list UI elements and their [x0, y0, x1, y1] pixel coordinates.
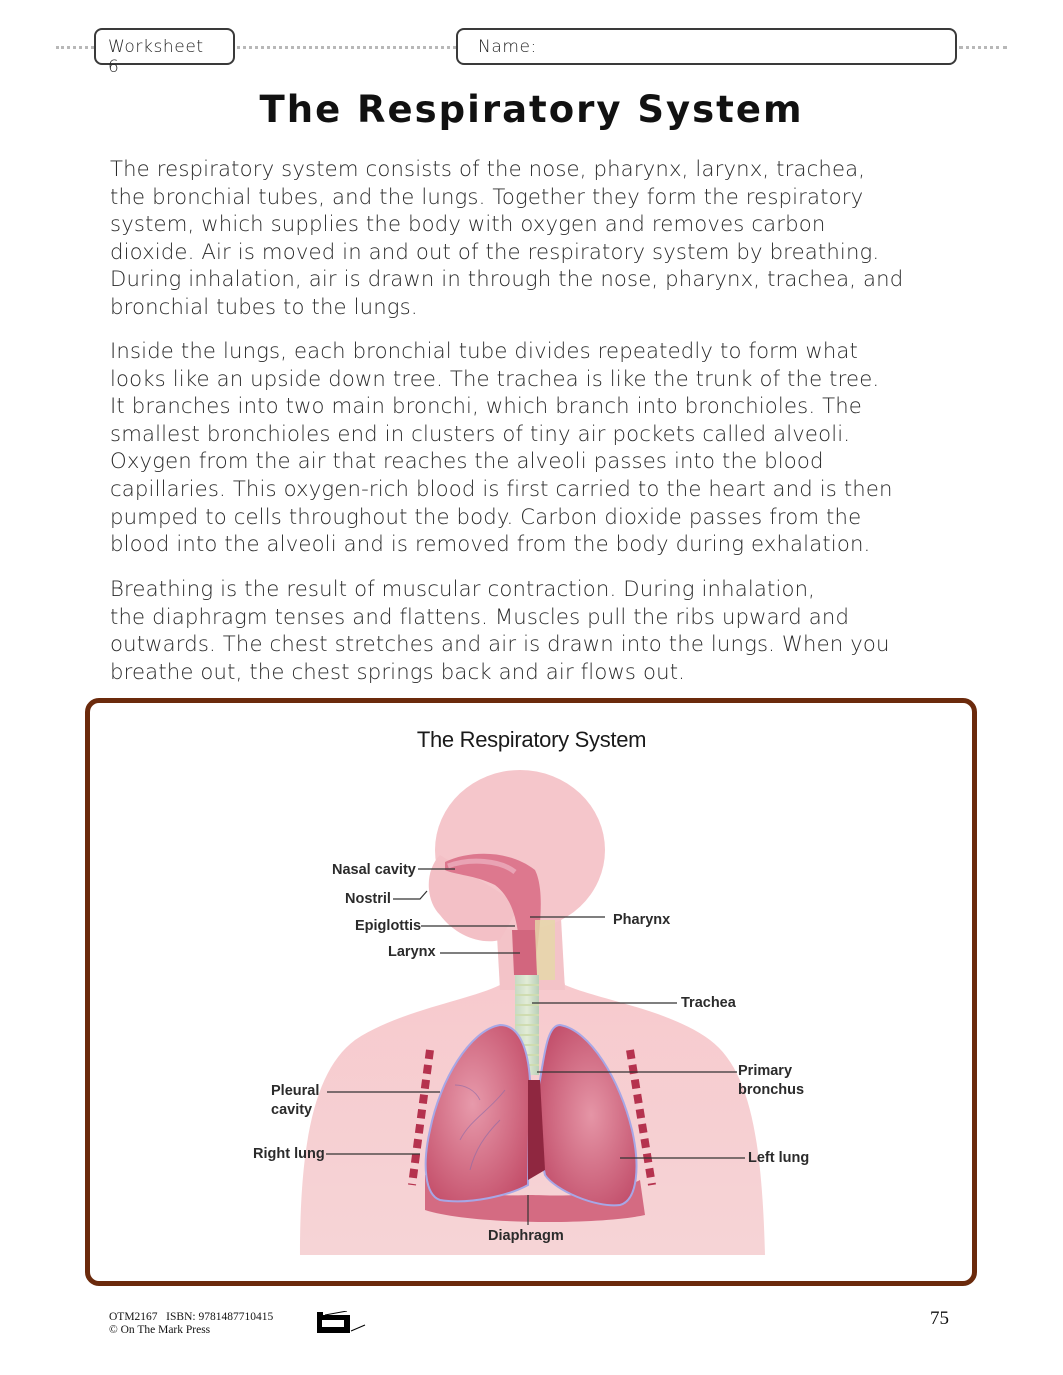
paragraph-intro	[110, 155, 960, 321]
paragraph-line: system, which supplies the body with oxygen and removes carbon	[110, 211, 826, 237]
diagram-title: The Respiratory System	[416, 727, 647, 752]
label-trachea: Trachea	[681, 995, 736, 1011]
label-line: bronchus	[738, 1082, 805, 1098]
label-left-lung: Left lung	[748, 1150, 810, 1166]
label-line: cavity	[271, 1102, 313, 1118]
footer-code-isbn: OTM2167 ISBN: 9781487710415	[109, 1311, 274, 1323]
paragraph-line: breathe out, the chest springs back and air flows out.	[110, 658, 686, 684]
label-epiglottis: Epiglottis	[355, 918, 422, 934]
paragraph-line: During inhalation, air is drawn in through the nose, pharynx, trachea, and	[110, 266, 904, 292]
page-title: The Respiratory System	[259, 88, 804, 131]
label-nasal-cavity: Nasal cavity	[332, 862, 416, 878]
label-diaphragm: Diaphragm	[488, 1228, 564, 1244]
page-number: 75	[930, 1308, 949, 1329]
paragraph-line: Breathing is the result of muscular contraction. During inhalation,	[110, 576, 816, 601]
paragraph-line: It branches into two main bronchi, which branch into bronchioles. The	[110, 393, 862, 419]
paragraph-line: smallest bronchioles end in clusters of tiny air pockets called alveoli.	[110, 420, 851, 446]
respiratory-anatomy-illustration	[240, 770, 820, 1270]
paragraph-line: the bronchial tubes, and the lungs. Together they form the respiratory	[110, 183, 864, 209]
paragraph-line: bronchial tubes to the lungs.	[110, 293, 418, 319]
paragraph-line: looks like an upside down tree. The trachea is like the trunk of the tree.	[110, 365, 880, 391]
worksheet-label-text: Worksheet 6	[108, 37, 204, 77]
label-larynx: Larynx	[388, 944, 436, 960]
paragraph-line: pumped to cells throughout the body. Carbon dioxide passes from the	[110, 503, 862, 529]
label-right-lung: Right lung	[253, 1146, 325, 1162]
label-nostril: Nostril	[345, 891, 391, 907]
paragraph-line: capillaries. This oxygen-rich blood is first carried to the heart and is then	[110, 475, 893, 501]
header-dots-right	[959, 46, 1007, 49]
footer-copyright: © On The Mark Press	[109, 1324, 211, 1336]
paragraph-line: Oxygen from the air that reaches the alveoli passes into the blood	[110, 448, 824, 474]
paragraph-line: The respiratory system consists of the nose, pharynx, larynx, trachea,	[110, 156, 866, 181]
paragraph-line: blood into the alveoli and is removed from the body during exhalation.	[110, 531, 871, 557]
worksheet-label	[94, 28, 235, 77]
label-pleural-cavity	[271, 1082, 319, 1120]
paragraph-line: Inside the lungs, each bronchial tube divides repeatedly to form what	[110, 338, 858, 363]
footer-publication-info	[109, 1311, 273, 1337]
paragraph-breathing	[110, 575, 960, 685]
publisher-logo-icon	[315, 1311, 367, 1335]
label-pharynx: Pharynx	[613, 912, 671, 928]
header-dots-middle	[237, 46, 456, 49]
name-field[interactable]	[456, 28, 957, 65]
paragraph-line: dioxide. Air is moved in and out of the respiratory system by breathing.	[110, 238, 880, 264]
label-primary-bronchus	[738, 1062, 804, 1100]
label-line: Primary	[738, 1063, 793, 1079]
label-line: Pleural	[271, 1083, 320, 1099]
paragraph-line: outwards. The chest stretches and air is drawn into the lungs. When you	[110, 631, 890, 657]
name-field-label: Name:	[478, 37, 537, 57]
paragraph-line: the diaphragm tenses and flattens. Muscles pull the ribs upward and	[110, 603, 850, 629]
paragraph-lungs	[110, 337, 960, 558]
header-dots-left	[56, 46, 94, 49]
